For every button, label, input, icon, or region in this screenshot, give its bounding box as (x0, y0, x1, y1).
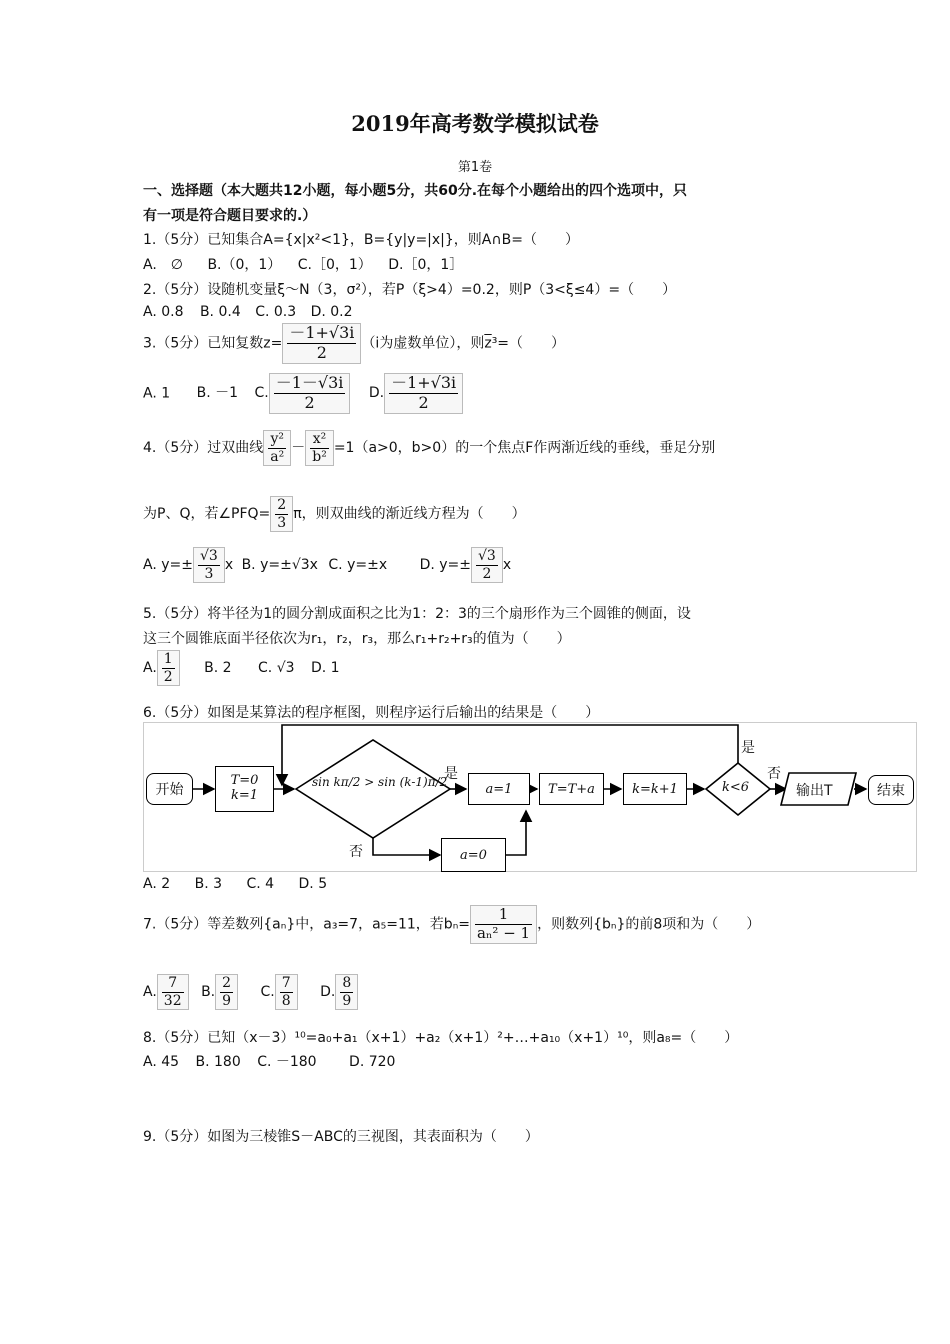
q3-suffix: （i为虚数单位），则 (361, 335, 485, 352)
q7-options (143, 974, 358, 1010)
q3-frac-den: 2 (316, 342, 327, 362)
q4-option-a-frac (193, 547, 225, 583)
q2-option-c: C. 0.3 (255, 304, 297, 320)
flow-k-update: k=k+1 (623, 773, 687, 805)
q4-line2b: π，则双曲线的渐近线方程为（ ） (293, 506, 526, 523)
q5-option-a: A. (143, 660, 157, 677)
flow-t-update: T=T+a (539, 773, 604, 805)
q6-option-d: D. 5 (298, 876, 328, 892)
q4-a-num: √3 (199, 548, 218, 564)
q7-option-c-frac (275, 974, 298, 1010)
section-heading-cont: 有一项是符合题目要求的.） (143, 208, 317, 224)
q7-frac-num: 1 (475, 906, 532, 925)
q3-frac-num: －1+√3i (289, 323, 355, 342)
q6-option-c: C. 4 (246, 876, 275, 892)
q3-c-num: －1－√3i (275, 373, 344, 392)
q1-stem: 1.（5分）已知集合A={x|x²<1}，B={y|y=|x|}，则A∩B=（ ） (143, 232, 579, 248)
q3-suffix2: ³=（ ） (491, 335, 566, 352)
q7-fraction (470, 905, 537, 944)
q7-d-den: 9 (342, 992, 352, 1009)
q2-option-b: B. 0.4 (199, 304, 241, 320)
q8-option-d: D. 720 (349, 1054, 396, 1070)
q4-frac2-den: b² (312, 448, 327, 465)
q3-option-c-frac (269, 373, 351, 414)
flow-end: 结束 (868, 775, 914, 805)
q2-stem: 2.（5分）设随机变量ξ～N（3，σ²），若P（ξ>4）=0.2，则P（3<ξ≤4）=（ ） (143, 282, 677, 298)
q5-option-c: C. √3 (258, 660, 295, 677)
q3-zbar: $\overline{z}$ (484, 335, 492, 352)
q8-options (143, 1051, 395, 1071)
q4-stem (143, 430, 715, 466)
q3-fraction (282, 323, 361, 364)
q5-stem-line2: 这三个圆锥底面半径依次为r₁，r₂，r₃，那么r₁+r₂+r₃的值为（ ） (143, 631, 571, 647)
q4-d-num: √3 (478, 548, 496, 564)
q7-c-num: 7 (281, 975, 291, 991)
q8-stem: 8.（5分）已知（x－3）¹⁰=a₀+a₁（x+1）+a₂（x+1）²+…+a₁₀（x+1）¹⁰，则a₈=（ ） (143, 1030, 739, 1046)
flow-condition: sin kπ/2 > sin (k-1)π/2 (312, 775, 448, 789)
q3-c-den: 2 (304, 392, 315, 412)
q1-option-c: C.［0，1） (297, 257, 372, 273)
q5-a-num: 1 (163, 651, 173, 667)
flow-k-condition: k<6 (722, 780, 750, 795)
q3-option-c: C. (254, 385, 269, 402)
q9-stem: 9.（5分）如图为三棱锥S－ABC的三视图，其表面积为（ ） (143, 1129, 539, 1145)
q2-option-a: A. 0.8 (143, 304, 184, 320)
q7-suffix: ，则数列{bₙ}的前8项和为（ ） (537, 916, 761, 933)
q4-option-c: C. y=±x (328, 557, 388, 574)
q4-option-d: D. y=± (419, 557, 471, 574)
flow-a-equals-0: a=0 (441, 838, 506, 872)
q8-option-a: A. 45 (143, 1054, 180, 1070)
q3-prefix: 3.（5分）已知复数z= (143, 335, 283, 352)
q1-option-a: A. ∅ (143, 257, 183, 273)
q2-option-d: D. 0.2 (310, 304, 353, 320)
q4-d-den: 2 (482, 565, 492, 582)
q2-options (143, 304, 353, 320)
flow-a-equals-1: a=1 (468, 773, 530, 805)
q7-option-b-frac (215, 974, 238, 1010)
q7-option-a: A. (143, 984, 157, 1001)
q3-d-num: －1+√3i (391, 373, 457, 392)
q6-option-a: A. 2 (143, 876, 171, 892)
flow-start: 开始 (146, 773, 193, 805)
q4-frac1-num: y² (268, 431, 286, 449)
q3-option-b: B. －1 (196, 385, 239, 402)
q7-frac-den: aₙ² − 1 (477, 923, 531, 942)
q4-a-tail: x (224, 557, 234, 574)
q3-options (143, 373, 463, 414)
q6-option-b: B. 3 (194, 876, 223, 892)
flow-no2-label: 否 (767, 766, 781, 782)
q7-option-c: C. (260, 984, 275, 1001)
q4-d-tail: x (502, 557, 512, 574)
q4-angle-frac (270, 496, 293, 532)
q6-stem: 6.（5分）如图是某算法的程序框图，则程序运行后输出的结果是（ ） (143, 705, 600, 721)
q1-option-b: B.（0，1） (207, 257, 282, 273)
q5-option-b: B. 2 (204, 660, 232, 677)
q4-frac1-den: a² (270, 448, 285, 465)
q5-options (143, 650, 340, 686)
flow-no-label: 否 (349, 844, 363, 860)
section-heading: 一、选择题（本大题共12小题，每小题5分，共60分.在每个小题给出的四个选项中，只 (143, 183, 688, 199)
q7-c-den: 8 (281, 992, 291, 1009)
q3-option-d-frac (384, 373, 463, 414)
flow-init-t: T=0 (230, 773, 259, 789)
q3-option-a: A. 1 (143, 385, 171, 402)
q5-option-d: D. 1 (311, 660, 340, 677)
page-title: 2019年高考数学模拟试卷 (351, 111, 599, 136)
q4-options (143, 547, 511, 583)
q3-stem (143, 323, 565, 364)
q6-options (143, 876, 327, 892)
q7-a-num: 7 (162, 975, 184, 993)
q8-option-c: C. －180 (257, 1054, 317, 1070)
q4-minus: － (291, 440, 306, 457)
flow-yes-label: 是 (444, 766, 458, 782)
q4-option-d-frac (471, 547, 503, 583)
q5-option-a-frac (157, 650, 180, 686)
volume-label: 第1卷 (457, 160, 493, 175)
q5-a-den: 2 (163, 668, 173, 685)
q7-d-num: 8 (342, 975, 352, 991)
q3-d-den: 2 (418, 392, 429, 412)
q4-frac1 (263, 430, 291, 466)
q4-stem-line2 (143, 496, 526, 532)
q4-frac2 (305, 430, 334, 466)
q1-option-d: D.［0，1］ (388, 257, 464, 273)
q4-suffix: =1（a>0，b>0）的一个焦点F作两渐近线的垂线，垂足分别 (333, 440, 716, 457)
q1-options (143, 254, 463, 274)
q7-option-d: D. (320, 984, 336, 1001)
q5-stem: 5.（5分）将半径为1的圆分割成面积之比为1：2：3的三个扇形作为三个圆锥的侧面，设 (143, 606, 691, 622)
q7-stem (143, 905, 760, 944)
q7-option-d-frac (335, 974, 358, 1010)
q7-a-den: 32 (163, 992, 182, 1009)
q4-option-b: B. y=±√3x (241, 557, 318, 574)
flow-output: 输出T (796, 783, 833, 799)
q7-option-a-frac (157, 974, 189, 1010)
q4-line2a: 为P、Q，若∠PFQ= (143, 506, 271, 523)
q3-option-d: D. (368, 385, 385, 402)
q4-angle-num: 2 (277, 497, 287, 513)
q4-frac2-num: x² (310, 431, 329, 449)
q8-option-b: B. 180 (195, 1054, 241, 1070)
q7-prefix: 7.（5分）等差数列{aₙ}中，a₃=7，a₅=11，若bₙ= (143, 916, 470, 933)
q7-b-num: 2 (222, 975, 232, 991)
flowchart (143, 722, 917, 872)
q4-angle-den: 3 (277, 514, 287, 531)
q7-b-den: 9 (222, 992, 232, 1009)
flow-init-k: k=1 (230, 788, 259, 803)
q4-prefix: 4.（5分）过双曲线 (143, 440, 264, 457)
flow-yes2-label: 是 (741, 740, 755, 756)
flow-init (215, 766, 274, 812)
q7-option-b: B. (201, 984, 216, 1001)
q4-option-a: A. y=± (143, 557, 193, 574)
q4-a-den: 3 (204, 565, 214, 582)
